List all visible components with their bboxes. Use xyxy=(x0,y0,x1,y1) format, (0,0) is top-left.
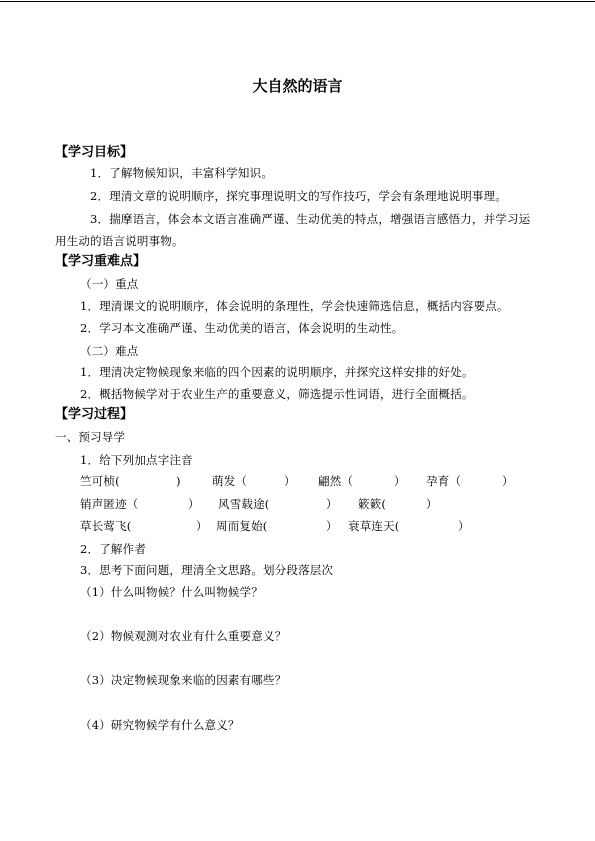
question-2: 2．了解作者 xyxy=(80,542,147,556)
pinyin-blank-close: ） xyxy=(196,519,208,533)
pinyin-blank-close: ） xyxy=(426,497,438,511)
pinyin-word: 风雪载途( xyxy=(218,497,270,511)
key-point-item-1: 1．理清课文的说明顺序，体会说明的条理性，学会快速筛选信息，概括内容要点。 xyxy=(80,299,509,313)
key-points-sub1: （一）重点 xyxy=(80,277,139,291)
sub-question-1: （1）什么叫物候？什么叫物候学？ xyxy=(80,585,264,599)
key-points-sub2: （二）难点 xyxy=(80,344,139,358)
key-points-heading: 【学习重难点】 xyxy=(55,254,147,269)
pinyin-word: 销声匿迹（ xyxy=(80,497,139,511)
pinyin-word: 竺可桢( xyxy=(80,474,120,488)
pinyin-word: 孕育（ xyxy=(426,474,462,488)
key-point-item-2: 2．学习本文准确严谨、生动优美的语言，体会说明的生动性。 xyxy=(80,321,404,335)
sub-question-4: （4）研究物候学有什么意义？ xyxy=(80,718,240,732)
pinyin-blank-close: ） xyxy=(502,474,514,488)
pinyin-word: 萌发（ xyxy=(212,474,248,488)
question-1: 1．给下列加点字注音 xyxy=(80,453,193,467)
difficulty-item-2: 2．概括物候学对于农业生产的重要意义，筛选提示性词语，进行全面概括。 xyxy=(80,387,474,401)
difficulty-item-1: 1．理清决定物候现象来临的四个因素的说明顺序，并探究这样安排的好处。 xyxy=(80,365,474,379)
pinyin-word: 草长莺飞( xyxy=(80,519,132,533)
pinyin-word: 簌簌( xyxy=(358,497,387,511)
process-heading: 【学习过程】 xyxy=(55,407,134,422)
pinyin-blank-close: ） xyxy=(284,474,296,488)
sub-question-2: （2）物候观测对农业有什么重要意义？ xyxy=(80,629,287,643)
page-title: 大自然的语言 xyxy=(252,77,343,95)
goal-item-1: 1．了解物候知识，丰富科学知识。 xyxy=(90,166,274,180)
pinyin-blank-close: ） xyxy=(188,497,200,511)
goal-item-3: 3．揣摩语言，体会本文语言准确严谨、生动优美的特点，增强语言感悟力，并学习运 xyxy=(90,212,531,226)
pinyin-blank-close: ） xyxy=(326,497,338,511)
goal-item-2: 2．理清文章的说明顺序，探究事理说明文的写作技巧，学会有条理地说明事理。 xyxy=(90,189,508,203)
pinyin-word: 翩然（ xyxy=(318,474,354,488)
pinyin-blank-close: ） xyxy=(326,519,338,533)
goal-item-3-cont: 用生动的语言说明事物。 xyxy=(55,234,184,248)
pinyin-blank-close: ） xyxy=(458,519,470,533)
pinyin-blank-close: ） xyxy=(394,474,406,488)
process-part1: 一、预习导学 xyxy=(55,430,126,444)
sub-question-3: （3）决定物候现象来临的因素有哪些？ xyxy=(80,673,287,687)
pinyin-word: 衰草连天( xyxy=(348,519,400,533)
page-top-rule xyxy=(0,1,595,2)
question-3: 3．思考下面问题，理清全文思路。划分段落层次 xyxy=(80,563,334,577)
pinyin-word: 周而复始( xyxy=(216,519,268,533)
goals-heading: 【学习目标】 xyxy=(55,145,134,160)
pinyin-blank-close: ) xyxy=(176,474,181,488)
